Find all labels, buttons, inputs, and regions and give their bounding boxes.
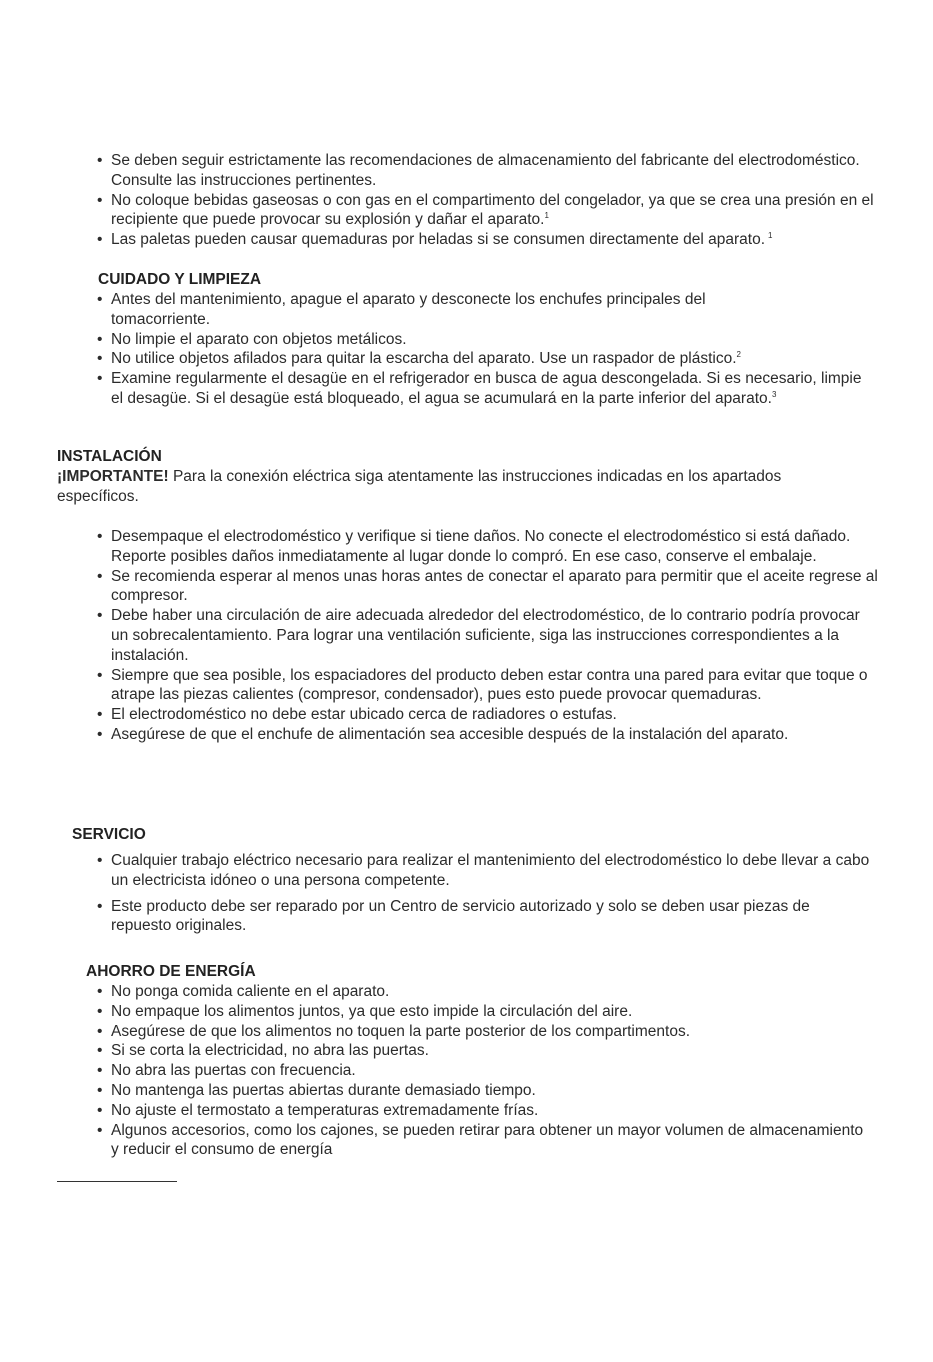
- list-item: • No ponga comida caliente en el aparato.: [111, 982, 871, 1002]
- footnote-mark: 2: [736, 350, 741, 360]
- important-label: ¡IMPORTANTE!: [57, 468, 169, 485]
- list-item: • Si se corta la electricidad, no abra las puertas.: [111, 1041, 871, 1061]
- installation-heading: INSTALACIÓN: [57, 448, 162, 465]
- list-item: • El electrodoméstico no debe estar ubicado cerca de radiadores o estufas.: [111, 705, 881, 725]
- list-item: • No ajuste el termostato a temperaturas extremadamente frías.: [111, 1101, 871, 1121]
- care-heading: CUIDADO Y LIMPIEZA: [98, 271, 262, 288]
- list-item: • Debe haber una circulación de aire adecuada alrededor del electrodoméstico, de lo contrario podría provocar un sobrecalentamiento. Para lograr una ventilación suficiente, siga las instrucciones correspondientes a la instalación.: [111, 606, 881, 665]
- list-item: • No limpie el aparato con objetos metálicos.: [111, 330, 871, 350]
- list-item: • Se deben seguir estrictamente las recomendaciones de almacenamiento del fabricante del electrodoméstico. Consulte las instrucciones pertinentes.: [111, 151, 881, 191]
- intro-list: [111, 151, 881, 250]
- footnote-divider: [57, 1181, 177, 1182]
- installation-list: [111, 527, 881, 745]
- care-list: [111, 290, 871, 409]
- service-list: [111, 851, 871, 936]
- list-item: • Asegúrese de que los alimentos no toquen la parte posterior de los compartimentos.: [111, 1022, 871, 1042]
- list-item: • Siempre que sea posible, los espaciadores del producto deben estar contra una pared para evitar que toque o atrape las piezas calientes (compresor, condensador), pues esto puede provocar quemaduras.: [111, 666, 881, 706]
- list-item: • Desempaque el electrodoméstico y verifique si tiene daños. No conecte el electrodoméstico si está dañado. Reporte posibles daños inmediatamente al lugar donde lo compró. En ese caso, conserve el embalaje.: [111, 527, 881, 567]
- list-item: • Se recomienda esperar al menos unas horas antes de conectar el aparato para permitir que el aceite regrese al compresor.: [111, 567, 881, 607]
- list-item: • Antes del mantenimiento, apague el aparato y desconecte los enchufes principales del tomacorriente.: [111, 290, 781, 330]
- list-item: • Algunos accesorios, como los cajones, se pueden retirar para obtener un mayor volumen de almacenamiento y reducir el consumo de energía: [111, 1121, 871, 1161]
- installation-important-note: ¡IMPORTANTE! Para la conexión eléctrica siga atentamente las instrucciones indicadas en los apartados específicos.: [57, 468, 782, 505]
- list-item: • Examine regularmente el desagüe en el refrigerador en busca de agua descongelada. Si es necesario, limpie el desagüe. Si el desagüe está bloqueado, el agua se acumulará en la parte inferior del aparato.$^3$: [111, 369, 871, 409]
- footnote-mark: 1: [768, 231, 773, 241]
- list-item: • No coloque bebidas gaseosas o con gas en el compartimento del congelador, ya que se crea una presión en el recipiente que puede provocar su explosión y dañar el aparato.$^1$: [111, 191, 881, 231]
- list-item: • No utilice objetos afilados para quitar la escarcha del aparato. Use un raspador de plástico.$^2$: [111, 349, 871, 369]
- list-item: • No abra las puertas con frecuencia.: [111, 1061, 871, 1081]
- energy-heading: AHORRO DE ENERGÍA: [86, 963, 256, 980]
- list-item: • No empaque los alimentos juntos, ya que esto impide la circulación del aire.: [111, 1002, 871, 1022]
- list-item: • Este producto debe ser reparado por un Centro de servicio autorizado y solo se deben usar piezas de repuesto originales.: [111, 897, 871, 937]
- footnote-mark: 1: [544, 211, 549, 221]
- footnote-mark: 3: [771, 389, 777, 399]
- energy-list: [111, 982, 871, 1160]
- list-item: • Las paletas pueden causar quemaduras por heladas si se consumen directamente del aparato. $^1$: [111, 230, 881, 250]
- list-item: • Asegúrese de que el enchufe de alimentación sea accesible después de la instalación del aparato.: [111, 725, 801, 745]
- service-heading: SERVICIO: [72, 826, 146, 843]
- list-item: • No mantenga las puertas abiertas durante demasiado tiempo.: [111, 1081, 871, 1101]
- list-item: • Cualquier trabajo eléctrico necesario para realizar el mantenimiento del electrodoméstico lo debe llevar a cabo un electricista idóneo o una persona competente.: [111, 851, 871, 891]
